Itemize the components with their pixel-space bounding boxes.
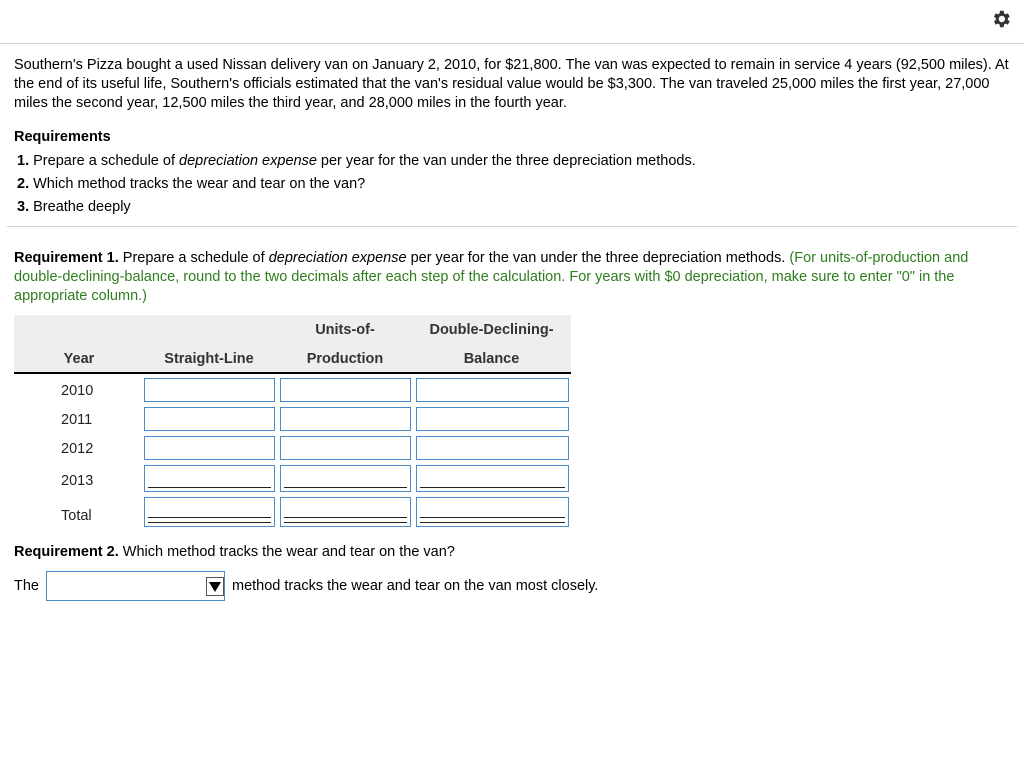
requirement-1-instruction: (For units-of-production and double-declining-balance, round to the two decimals after each step of the calculation. For years with $0 depreciation, make sure to enter "0" in the appropriate column.) [14,250,969,304]
problem-statement: Southern's Pizza bought a used Nissan delivery van on January 2, 2010, for $21,800. The van was expected to remain in service 4 years (92,500 miles). At the end of its useful life, Southern's officials estimated that the van's residual value would be $3,300. The van traveled 25,000 miles the first year, 27,000 miles the second year, 12,500 miles the third year, and 28,000 miles in the fourth year. [14,57,1009,111]
method-select[interactable] [46,571,225,601]
ddb-2012-input[interactable] [416,436,569,460]
requirement-2-label: Requirement 2. [14,544,119,560]
units-of-production-2011-input[interactable] [280,407,411,431]
requirement-2-prompt: Requirement 2. Which method tracks the wear and tear on the van? [14,544,455,560]
ddb-2011-input[interactable] [416,407,569,431]
depreciation-table [14,315,571,374]
requirement-1-label: Requirement 1. [14,250,119,266]
row-label: 2011 [61,412,93,428]
ddb-2010-input[interactable] [416,378,569,402]
section-divider [7,226,1017,227]
row-label: 2010 [61,383,94,399]
gear-icon[interactable] [990,8,1012,30]
requirement-2-answer-row [14,571,714,601]
table-header [14,315,571,374]
straight-line-2010-input[interactable] [144,378,275,402]
requirement-1-prompt: Requirement 1. Prepare a schedule of depreciation expense per year for the van under the three depreciation methods. (For units-of-production and double-declining-balance, round to the two decimals after each step of the calculation. For years with $0 depreciation, make sure to enter "0" in the appropriate column.) [14,250,969,304]
straight-line-total-input[interactable] [144,497,275,527]
row-label: Total [61,508,92,524]
header-ddb-line2: Balance [463,351,520,367]
requirement-item-2: 2. Which method tracks the wear and tear on the van? [17,176,366,192]
row-label: 2012 [61,441,94,457]
requirements-title: Requirements [14,129,111,145]
ddb-total-input[interactable] [416,497,569,527]
straight-line-2011-input[interactable] [144,407,275,431]
requirement-item-1: 1. Prepare a schedule of depreciation expense per year for the van under the three depreciation methods. [17,153,696,169]
requirements-section [14,128,1014,219]
header-units-of-production-line1: Units-of- [315,322,375,338]
units-of-production-total-input[interactable] [280,497,411,527]
requirements-list [14,150,1014,219]
answer-suffix: method tracks the wear and tear on the van most closely. [232,578,599,594]
units-of-production-2013-input[interactable] [280,465,411,492]
straight-line-2012-input[interactable] [144,436,275,460]
row-label: 2013 [61,473,94,489]
answer-prefix: The [14,578,39,594]
header-units-of-production-line2: Production [306,351,384,367]
header-straight-line: Straight-Line [164,351,254,367]
units-of-production-2010-input[interactable] [280,378,411,402]
straight-line-2013-input[interactable] [144,465,275,492]
dropdown-arrow-icon[interactable] [206,577,224,596]
header-year: Year [63,351,95,367]
units-of-production-2012-input[interactable] [280,436,411,460]
requirement-item-3: 3. Breathe deeply [17,199,131,215]
header-ddb-line1: Double-Declining- [429,322,554,338]
ddb-2013-input[interactable] [416,465,569,492]
top-divider [0,43,1024,44]
